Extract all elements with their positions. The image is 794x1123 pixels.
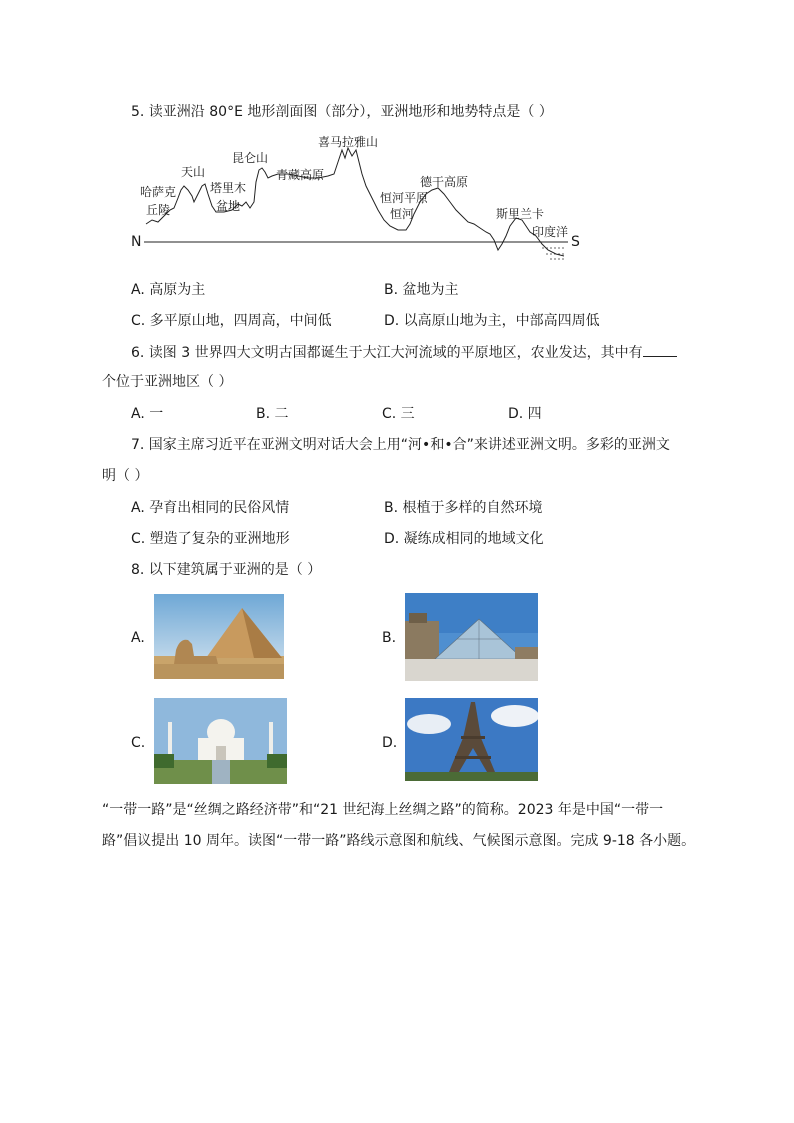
label-henghe: 恒河 xyxy=(390,207,415,221)
q6-option-b[interactable]: B. 二 xyxy=(256,406,289,422)
label-n: N xyxy=(131,234,142,250)
q5-option-b[interactable]: B. 盆地为主 xyxy=(384,282,459,298)
label-talimu: 塔里木 xyxy=(210,181,247,195)
label-deqian: 德干高原 xyxy=(420,175,469,189)
q6-stem-text: 6. 读图 3 世界四大文明古国都诞生于大江大河流域的平原地区，农业发达，其中有 xyxy=(131,345,643,361)
q8-option-a[interactable]: A. xyxy=(131,630,145,646)
pyramid-sphinx-photo[interactable] xyxy=(154,594,284,679)
q8-option-d[interactable]: D. xyxy=(382,735,398,751)
label-sililanka: 斯里兰卡 xyxy=(496,207,545,221)
intro-line2: 路”倡议提出 10 周年。读图“一带一路”路线示意图和航线、气候图示意图。完成 9-18 各小题。 xyxy=(102,833,696,849)
louvre-pyramid-photo[interactable] xyxy=(405,593,538,681)
q5-option-c[interactable]: C. 多平原山地，四周高，中间低 xyxy=(131,313,332,329)
q7-option-c[interactable]: C. 塑造了复杂的亚洲地形 xyxy=(131,531,290,547)
label-hasake: 哈萨克 xyxy=(140,185,177,199)
q6-answer-blank xyxy=(643,342,677,357)
label-pendi: 盆地 xyxy=(216,199,241,213)
q6-option-c[interactable]: C. 三 xyxy=(382,406,415,422)
q7-option-b[interactable]: B. 根植于多样的自然环境 xyxy=(384,500,543,516)
terrain-profile-diagram xyxy=(128,132,590,268)
terrain-profile-line xyxy=(146,148,564,256)
label-yinduyang: 印度洋 xyxy=(532,225,569,239)
eiffel-tower-photo[interactable] xyxy=(405,698,538,781)
intro-line1: “一带一路”是“丝绸之路经济带”和“21 世纪海上丝绸之路”的简称。2023 年是中国“一带一 xyxy=(102,802,664,818)
q6-stem-line2: 个位于亚洲地区（ ） xyxy=(102,374,233,390)
label-s: S xyxy=(571,234,580,250)
q5-stem: 5. 读亚洲沿 80°E 地形剖面图（部分），亚洲地形和地势特点是（ ） xyxy=(131,104,553,120)
q7-stem-line2: 明（ ） xyxy=(102,468,149,484)
label-qingzang: 青藏高原 xyxy=(276,168,325,182)
label-qiuling: 丘陵 xyxy=(146,203,171,217)
q8-stem: 8. 以下建筑属于亚洲的是（ ） xyxy=(131,562,322,578)
label-henghepingyuan: 恒河平原 xyxy=(380,191,429,205)
q7-option-a[interactable]: A. 孕育出相同的民俗风情 xyxy=(131,500,290,516)
q7-stem-line1: 7. 国家主席习近平在亚洲文明对话大会上用“河•和•合”来讲述亚洲文明。多彩的亚洲文 xyxy=(131,437,670,453)
q8-option-c[interactable]: C. xyxy=(131,735,146,751)
q5-option-d[interactable]: D. 以高原山地为主，中部高四周低 xyxy=(384,313,600,329)
label-kunlun: 昆仑山 xyxy=(232,151,269,165)
label-tianshan: 天山 xyxy=(181,165,206,179)
q6-option-a[interactable]: A. 一 xyxy=(131,406,164,422)
q5-option-a[interactable]: A. 高原为主 xyxy=(131,282,206,298)
q6-stem-line1 xyxy=(131,342,677,363)
q7-option-d[interactable]: D. 凝练成相同的地域文化 xyxy=(384,531,544,547)
q6-option-d[interactable]: D. 四 xyxy=(508,406,542,422)
q8-option-b[interactable]: B. xyxy=(382,630,397,646)
label-ximalaya: 喜马拉雅山 xyxy=(318,135,379,149)
taj-mahal-photo[interactable] xyxy=(154,698,287,784)
